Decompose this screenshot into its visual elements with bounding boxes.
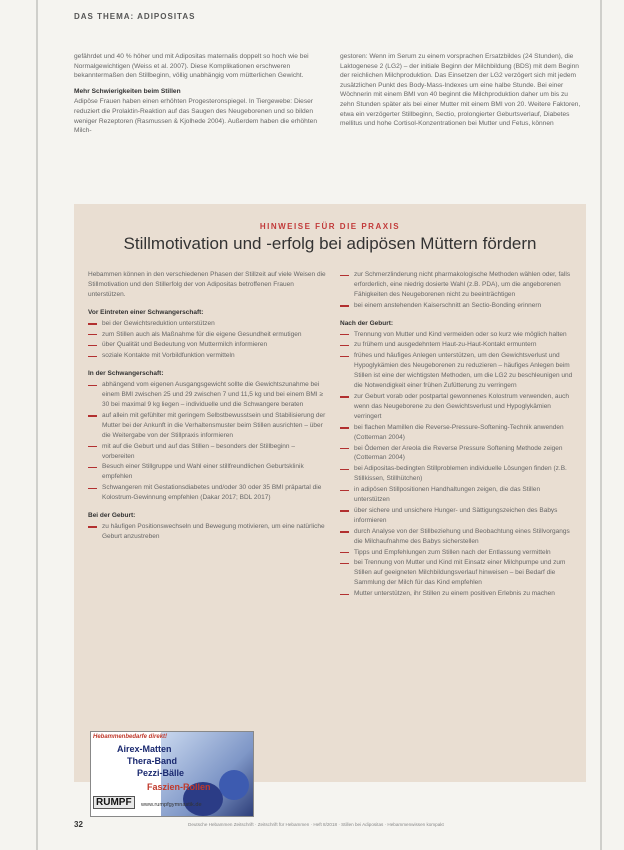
list-item: in adipösen Stillpositionen Handhaltungen zeigen, die das Stillen unterstützen: [340, 485, 576, 505]
list-item: über sichere und unsichere Hunger- und Sättigungszeichen des Babys informieren: [340, 506, 576, 526]
list-item: bei Trennung von Mutter und Kind mit Einsatz einer Milchpumpe und zum Stillen auf geeigneten Milchbildungsverlauf hinweisen – bei Bedarf die Sammlung der Milch für das Kind empfehlen: [340, 558, 576, 588]
box-title: Stillmotivation und -erfolg bei adipösen Müttern fördern: [123, 234, 537, 253]
list-item: zur Schmerzlinderung nicht pharmakologische Methoden wählen oder, falls erforderlich, eine niedrig dosierte Wahl (z.B. PDA), um die angeborenen Fähigkeiten des Neugeborenen nicht zu beeinträchtigen: [340, 270, 576, 300]
list-item: bei flachen Mamillen die Reverse-Pressure-Softening-Technik anwenden (Cotterman 2004): [340, 423, 576, 443]
body-paragraph: gestoren: Wenn im Serum zu einem vorsprachen Ersatzbildes (24 Stunden), die Laktogenese 2 (LG2) – der initiale Beginn der Milchbildung (BDS) mit dem Beginn der reichlichen Milchproduktion. Das Einsetzen der LG2 verzögert sich mit jedem zusätzlichen Punkt des Body-Mass-Indexes um eine halbe Stunde. Bei einer Wöchnerin mit einem BMI von 40 beginnt die Milchproduktion daher um bis zu zehn Stunden später als bei einer Mutter mit einem BMI von 20. Weitere Faktoren, etwa ein verzögerter Stillbeginn, Sectio, prolongierter Geburtsverlauf, Diabetes mellitus und hohe Cortisol-Konzentrationen bei Mutter und Fetus, können: [340, 53, 581, 128]
right-text-column: [340, 52, 584, 135]
list-item: bei Ödemen der Areola die Reverse Pressure Softening Methode zeigen (Cotterman 2004): [340, 444, 576, 464]
list-item: auf allein mit gefühlter mit geringem Selbstbewusstsein und Stabilisierung der Mutter bei der Ankunft in die Verhaltensmuster beim Stillen ausrichten – über die Weitergabe von der Stillpraxis informieren: [88, 411, 326, 441]
list-item: mit auf die Geburt und auf das Stillen – besonders der Stillbeginn – vorbereiten: [88, 442, 326, 462]
list-item: zu häufigen Positionswechseln und Bewegung motivieren, um eine natürliche Geburt anzustreben: [88, 522, 326, 542]
section-header: DAS THEMA: ADIPOSITAS: [74, 12, 196, 21]
list-item: Besuch einer Stillgruppe und Wahl einer stillfreundlichen Geburtsklinik empfehlen: [88, 462, 326, 482]
list-item: zum Stillen auch als Maßnahme für die eigene Gesundheit ermutigen: [88, 330, 326, 340]
list-item: bei einem anstehenden Kaiserschnitt an Sectio-Bonding erinnern: [340, 301, 576, 311]
list-item: frühes und häufiges Anlegen unterstützen, um den Gewichtsverlust und Hypoglykämien des Neugeborenen zu reduzieren – häufiges Anlegen beim Stillen ist eine der wichtigsten Methoden, um die LG2 zu beschleunigen und die Notwendigkeit einer frühen Zufütterung zu verringern: [340, 351, 576, 391]
list-item: über Qualität und Bedeutung von Muttermilch informieren: [88, 340, 326, 350]
list-item: durch Analyse von der Stillbeziehung und Beobachtung eines Stillvorgangs die Milchaufnahme des Babys sicherstellen: [340, 527, 576, 547]
left-text-column: [74, 52, 320, 142]
tips-list: [340, 330, 576, 600]
list-item: soziale Kontakte mit Vorbildfunktion vermitteln: [88, 351, 326, 361]
tips-list: [88, 319, 326, 362]
ad-brand-logo: RUMPF: [93, 796, 135, 809]
list-item: Mutter unterstützen, ihr Stillen zu einem positiven Erlebnis zu machen: [340, 589, 576, 599]
ad-product: Pezzi-Bälle: [137, 768, 185, 778]
ad-product: Thera-Band: [127, 756, 178, 766]
list-item: bei der Gewichtsreduktion unterstützen: [88, 319, 326, 329]
tips-list: [340, 270, 576, 311]
box-right-column: [340, 270, 576, 600]
tips-list: [88, 380, 326, 503]
ad-product: Faszien-Rollen: [147, 782, 211, 792]
footer-credit: Deutsche Hebammen Zeitschrift · Zeitschrift für Hebammen · Heft 8/2018 · Stillen bei Adipositas · Hebammenwissen kompakt: [188, 822, 444, 827]
list-item: Schwangeren mit Gestationsdiabetes und/oder 30 oder 35 BMI präpartal die Kolostrum-Gewinnung empfehlen (Dakar 2017; BDL 2017): [88, 483, 326, 503]
left-page-edge: [36, 0, 38, 850]
list-item: abhängend vom eigenen Ausgangsgewicht sollte die Gewichtszunahme bei einem BMI zwischen 25 und 29 zwischen 7 und 11,5 kg und bei einem BMI ≥ 30 bei maximal 9 kg liegen – individuelle und die Schwangere beraten: [88, 380, 326, 410]
ad-tagline: Hebammenbedarfe direkt!: [93, 734, 168, 740]
tips-list: [88, 522, 326, 542]
section-heading: Bei der Geburt:: [88, 512, 136, 520]
list-item: Tipps und Empfehlungen zum Stillen nach der Entlassung vermitteln: [340, 548, 576, 558]
list-item: bei Adipositas-bedingten Stillproblemen individuelle Lösungen finden (z.B. Stillkissen, Stillhütchen): [340, 464, 576, 484]
section-heading: Vor Eintreten einer Schwangerschaft:: [88, 308, 204, 316]
section-heading: In der Schwangerschaft:: [88, 370, 164, 378]
ad-product: Airex-Matten: [117, 744, 172, 754]
list-item: Trennung von Mutter und Kind vermeiden oder so kurz wie möglich halten: [340, 330, 576, 340]
right-page-edge: [600, 0, 602, 850]
box-intro: Hebammen können in den verschiedenen Phasen der Stillzeit auf viele Weisen die Stillmotivation und den Stillerfolg der von Adipositas betroffenen Frauen unterstützen.: [88, 271, 326, 298]
section-heading: Nach der Geburt:: [340, 319, 394, 327]
subheading: Mehr Schwierigkeiten beim Stillen: [74, 87, 181, 95]
ad-url[interactable]: www.rumpfgymnastik.de: [141, 802, 202, 808]
exercise-ball-icon: [219, 770, 249, 800]
list-item: zu frühem und ausgedehntem Haut-zu-Haut-Kontakt ermuntern: [340, 340, 576, 350]
list-item: zur Geburt vorab oder postpartal gewonnenes Kolostrum verwenden, auch wenn das Neugeborene zu den Gewichtsverlust und Hypoglykämien verringert: [340, 392, 576, 422]
advertisement[interactable]: [90, 731, 254, 817]
practice-tips-box: [74, 204, 586, 782]
box-left-column: [88, 270, 326, 543]
box-kicker: HINWEISE FÜR DIE PRAXIS: [259, 222, 401, 231]
intro-paragraph: gefährdet und 40 % höher und mit Adipositas maternalis doppelt so hoch wie bei Normalgewichtigen (Weiss et al. 2007). Diese Komplikationen erschweren bekanntermaßen den Stillbeginn, völlig unabhängig vom mütterlichen Gewicht.: [74, 53, 309, 80]
body-paragraph: Adipöse Frauen haben einen erhöhten Progesteronspiegel. In Tiergewebe: Dieser reduziert die Prolaktin-Reaktion auf das Saugen des Neugeborenen und so bilden weniger Rezeptoren (Rasmussen & Kjolhede 2004). Außerdem haben die erhöhten Milch-: [74, 98, 318, 135]
page-number: 32: [74, 820, 83, 829]
